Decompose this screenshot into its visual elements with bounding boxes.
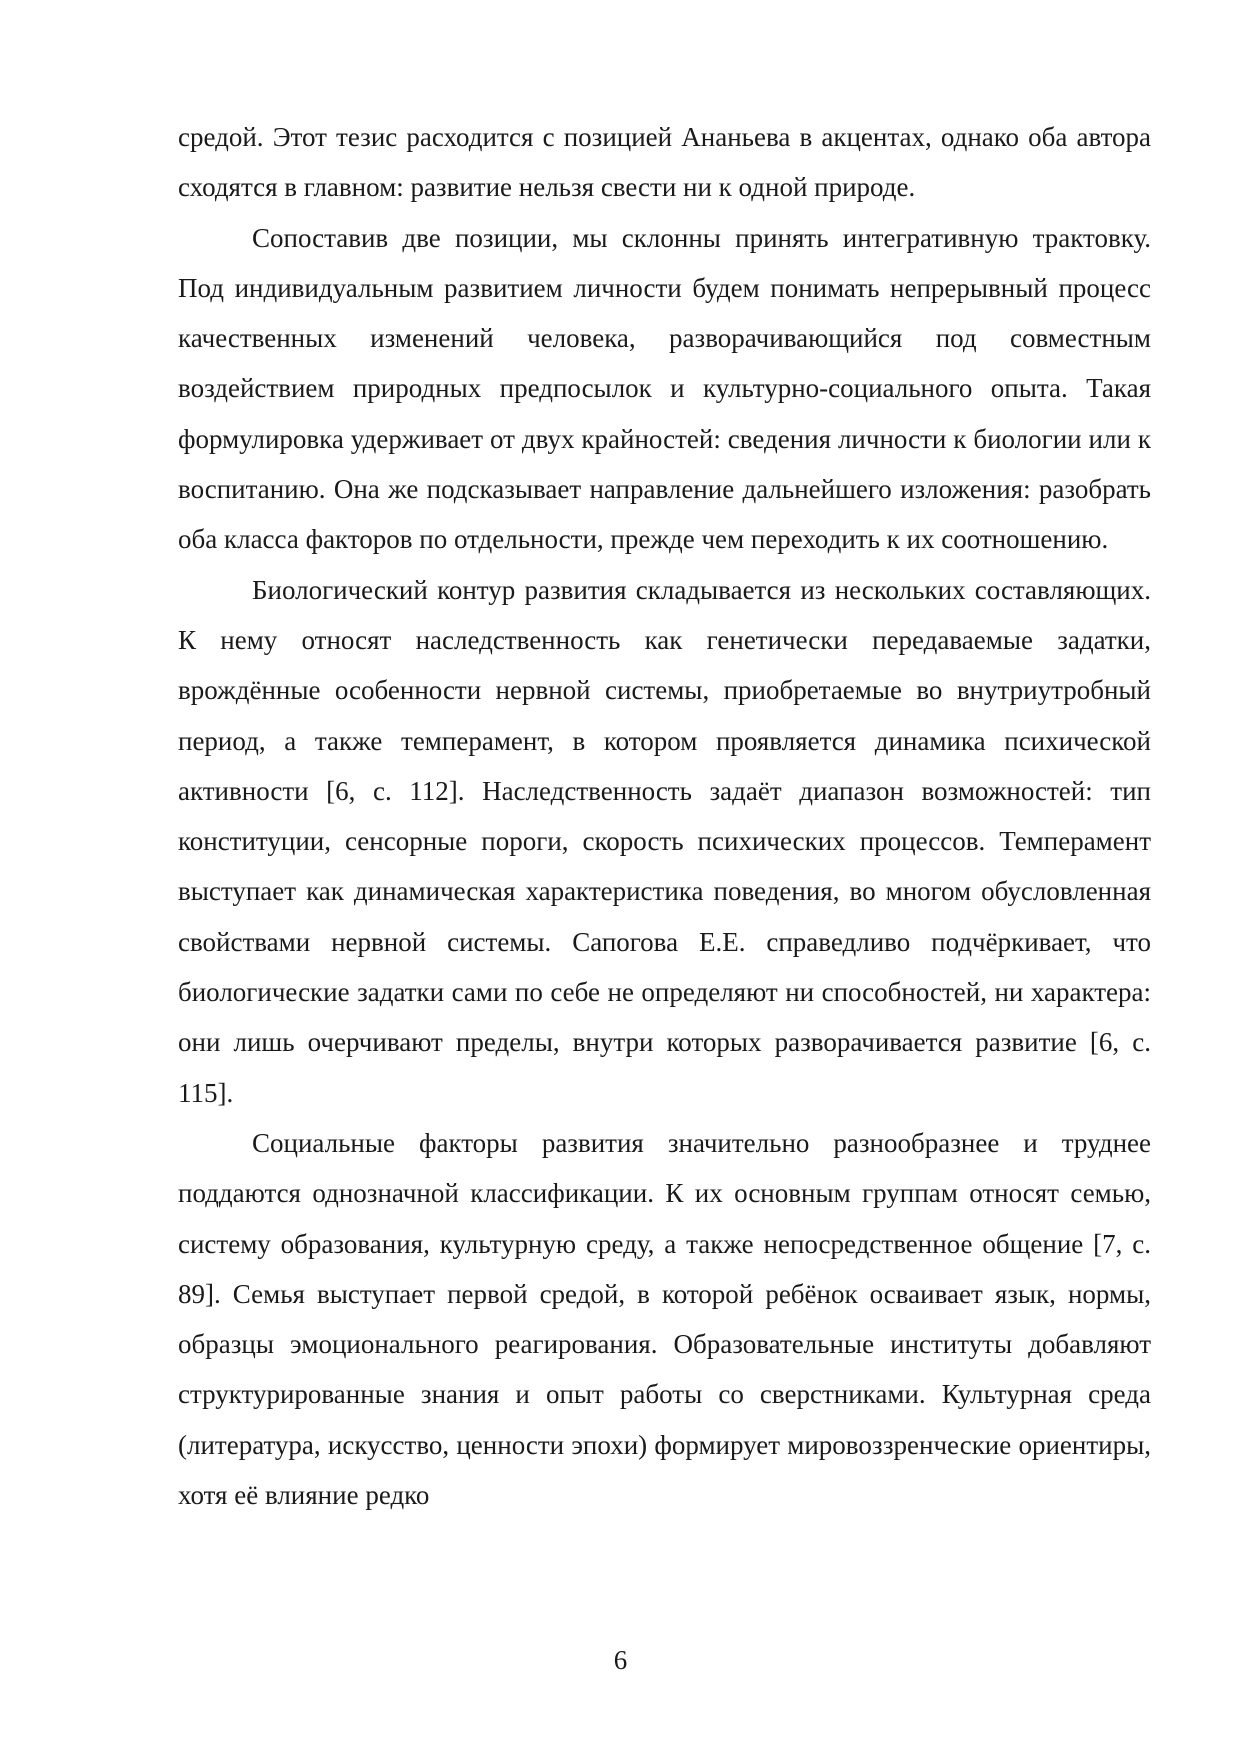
paragraph-biological-factors: Биологический контур развития складывается из нескольких составляющих. К нему относят наследственность как генетически передаваемые задатки, врождённые особенности нервной системы, приобретаемые во внутриутробный период, а также темперамент, в котором проявляется динамика психической активности [6, с. 112]. Наследственность задаёт диапазон возможностей: тип конституции, сенсорные пороги, скорость психических процессов. Темперамент выступает как динамическая характеристика поведения, во многом обусловленная свойствами нервной системы. Сапогова Е.Е. справедливо подчёркивает, что биологические задатки сами по себе не определяют ни способностей, ни характера: они лишь очерчивают пределы, внутри которых разворачивается развитие [6, с. 115].	[178, 574, 1151, 1108]
page-number: 6	[613, 1645, 628, 1675]
paragraph-continuation: средой. Этот тезис расходится с позицией Ананьева в акцентах, однако оба автора сходятся в главном: развитие нельзя свести ни к одной природе.	[178, 122, 1151, 203]
paragraph-social-factors: Социальные факторы развития значительно разнообразнее и труднее поддаются однозначной классификации. К их основным группам относят семью, систему образования, культурную среду, а также непосредственное общение [7, с. 89]. Семья выступает первой средой, в которой ребёнок осваивает язык, нормы, образцы эмоционального реагирования. Образовательные институты добавляют структурированные знания и опыт работы со сверстниками. Культурная среда (литература, искусство, ценности эпохи) формирует мировоззренческие ориентиры, хотя её влияние редко	[178, 1127, 1151, 1511]
document-body	[178, 112, 1151, 1520]
paragraph-integrative-definition: Сопоставив две позиции, мы склонны принять интегративную трактовку. Под индивидуальным развитием личности будем понимать непрерывный процесс качественных изменений человека, разворачивающийся под совместным воздействием природных предпосылок и культурно-социального опыта. Такая формулировка удерживает от двух крайностей: сведения личности к биологии или к воспитанию. Она же подсказывает направление дальнейшего изложения: разобрать оба класса факторов по отдельности, прежде чем переходить к их соотношению.	[178, 222, 1151, 555]
